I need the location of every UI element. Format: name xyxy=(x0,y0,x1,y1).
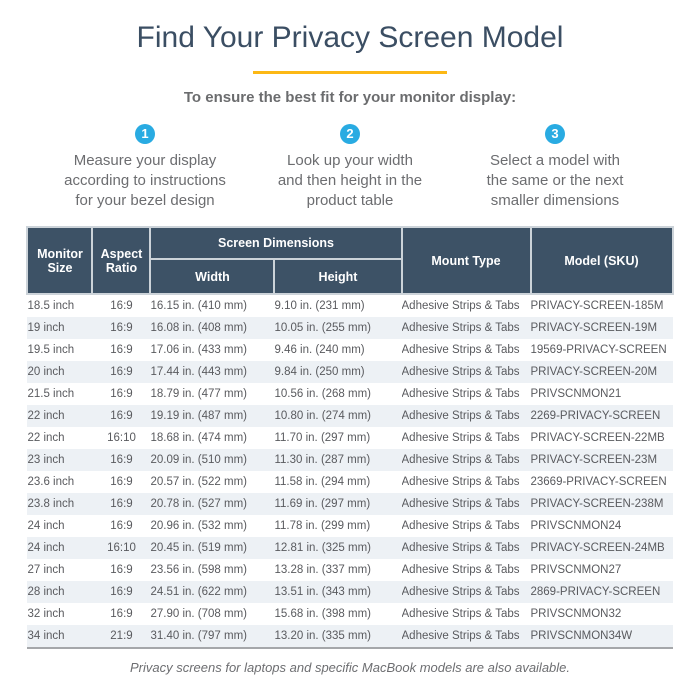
cell-ratio: 16:9 xyxy=(110,366,133,378)
table-row xyxy=(27,581,672,603)
step-1-text-line: Measure your display xyxy=(73,152,217,169)
cell-size: 18.5 inch xyxy=(27,300,75,312)
step-3-text-line: Select a model with xyxy=(489,152,621,169)
cell-model: PRIVACY-SCREEN-22MB xyxy=(530,432,665,444)
step-3-number-icon: 3 xyxy=(545,124,565,144)
cell-model: 2269-PRIVACY-SCREEN xyxy=(530,410,661,422)
table-row xyxy=(27,471,672,493)
table-row xyxy=(27,317,672,339)
table-row xyxy=(27,405,672,427)
cell-model: PRIVACY-SCREEN-185M xyxy=(530,300,664,312)
cell-width: 20.96 in. (532 mm) xyxy=(150,520,247,532)
cell-width: 17.06 in. (433 mm) xyxy=(150,344,247,356)
step-1-text-line: according to instructions xyxy=(64,172,226,189)
cell-model: PRIVACY-SCREEN-19M xyxy=(530,322,658,334)
cell-ratio: 16:9 xyxy=(110,300,133,312)
cell-model: PRIVACY-SCREEN-24MB xyxy=(530,542,665,554)
step-2-text-line: and then height in the xyxy=(277,172,423,189)
cell-model: 2869-PRIVACY-SCREEN xyxy=(530,586,661,598)
cell-mount: Adhesive Strips & Tabs xyxy=(401,410,520,422)
col-header-screen-dimensions: Screen Dimensions xyxy=(150,227,401,259)
cell-ratio: 16:9 xyxy=(110,476,133,488)
step-1-text-line: for your bezel design xyxy=(75,192,215,209)
cell-model: PRIVACY-SCREEN-23M xyxy=(530,454,658,466)
cell-width: 31.40 in. (797 mm) xyxy=(150,630,247,642)
table-row xyxy=(27,537,672,559)
cell-mount: Adhesive Strips & Tabs xyxy=(401,366,520,378)
step-3 xyxy=(453,124,658,211)
step-2 xyxy=(248,124,453,211)
cell-ratio: 16:9 xyxy=(110,586,133,598)
cell-width: 24.51 in. (622 mm) xyxy=(150,586,247,598)
cell-ratio: 16:9 xyxy=(110,564,133,576)
cell-height: 11.78 in. (299 mm) xyxy=(274,520,371,532)
cell-mount: Adhesive Strips & Tabs xyxy=(401,630,520,642)
col-header-model-sku: Model (SKU) xyxy=(531,227,673,294)
cell-size: 20 inch xyxy=(27,366,65,378)
cell-width: 17.44 in. (443 mm) xyxy=(150,366,247,378)
cell-ratio: 21:9 xyxy=(110,630,133,642)
table-row xyxy=(27,625,672,648)
cell-width: 16.15 in. (410 mm) xyxy=(150,300,247,312)
cell-model: PRIVSCNMON21 xyxy=(530,388,622,400)
table-row xyxy=(27,361,672,383)
cell-height: 15.68 in. (398 mm) xyxy=(274,608,371,620)
step-1 xyxy=(43,124,248,211)
cell-height: 10.05 in. (255 mm) xyxy=(274,322,371,334)
table-row xyxy=(27,603,672,625)
step-3-text-line: the same or the next xyxy=(486,172,624,189)
cell-size: 24 inch xyxy=(27,520,65,532)
cell-ratio: 16:9 xyxy=(110,454,133,466)
cell-size: 24 inch xyxy=(27,542,65,554)
cell-model: PRIVACY-SCREEN-20M xyxy=(530,366,658,378)
cell-size: 34 inch xyxy=(27,630,65,642)
cell-mount: Adhesive Strips & Tabs xyxy=(401,586,520,598)
table-header xyxy=(27,227,672,294)
subtitle: To ensure the best fit for your monitor display: xyxy=(183,89,517,106)
cell-width: 20.09 in. (510 mm) xyxy=(150,454,247,466)
steps-row xyxy=(0,124,700,211)
cell-size: 22 inch xyxy=(27,410,65,422)
cell-size: 32 inch xyxy=(27,608,65,620)
step-2-text-line: Look up your width xyxy=(287,152,413,169)
col-header-aspect-ratio: Aspect Ratio xyxy=(92,227,150,294)
cell-size: 22 inch xyxy=(27,432,65,444)
cell-ratio: 16:10 xyxy=(107,432,136,444)
cell-mount: Adhesive Strips & Tabs xyxy=(401,520,520,532)
table-row xyxy=(27,493,672,515)
cell-size: 23.6 inch xyxy=(27,476,75,488)
cell-mount: Adhesive Strips & Tabs xyxy=(401,300,520,312)
page-title: Find Your Privacy Screen Model xyxy=(136,21,564,54)
table-row xyxy=(27,427,672,449)
table-row xyxy=(27,449,672,471)
step-1-number-icon: 1 xyxy=(135,124,155,144)
cell-model: PRIVSCNMON34W xyxy=(530,630,633,642)
cell-mount: Adhesive Strips & Tabs xyxy=(401,608,520,620)
cell-size: 19 inch xyxy=(27,322,65,334)
cell-width: 18.68 in. (474 mm) xyxy=(150,432,247,444)
footer-note: Privacy screens for laptops and specific MacBook models are also available. xyxy=(129,660,571,675)
cell-size: 27 inch xyxy=(27,564,65,576)
privacy-screen-model-table xyxy=(26,226,673,649)
cell-ratio: 16:10 xyxy=(107,542,136,554)
cell-height: 9.10 in. (231 mm) xyxy=(274,300,365,312)
cell-size: 19.5 inch xyxy=(27,344,75,356)
cell-height: 10.56 in. (268 mm) xyxy=(274,388,371,400)
table-row xyxy=(27,339,672,361)
cell-mount: Adhesive Strips & Tabs xyxy=(401,322,520,334)
cell-width: 20.78 in. (527 mm) xyxy=(150,498,247,510)
cell-ratio: 16:9 xyxy=(110,498,133,510)
col-header-mount-type: Mount Type xyxy=(402,227,531,294)
col-header-monitor-size: Monitor Size xyxy=(27,227,92,294)
cell-height: 13.20 in. (335 mm) xyxy=(274,630,371,642)
cell-size: 21.5 inch xyxy=(27,388,75,400)
cell-ratio: 16:9 xyxy=(110,344,133,356)
cell-height: 13.28 in. (337 mm) xyxy=(274,564,371,576)
table-body xyxy=(27,294,672,648)
cell-mount: Adhesive Strips & Tabs xyxy=(401,432,520,444)
table-row xyxy=(27,294,672,317)
cell-model: PRIVSCNMON24 xyxy=(530,520,622,532)
cell-height: 11.70 in. (297 mm) xyxy=(274,432,371,444)
cell-ratio: 16:9 xyxy=(110,322,133,334)
cell-mount: Adhesive Strips & Tabs xyxy=(401,564,520,576)
cell-height: 12.81 in. (325 mm) xyxy=(274,542,371,554)
cell-width: 19.19 in. (487 mm) xyxy=(150,410,247,422)
cell-size: 23 inch xyxy=(27,454,65,466)
cell-height: 11.30 in. (287 mm) xyxy=(274,454,371,466)
cell-height: 13.51 in. (343 mm) xyxy=(274,586,371,598)
cell-model: 19569-PRIVACY-SCREEN xyxy=(530,344,667,356)
step-2-text-line: product table xyxy=(306,192,394,209)
cell-height: 11.58 in. (294 mm) xyxy=(274,476,371,488)
cell-mount: Adhesive Strips & Tabs xyxy=(401,542,520,554)
cell-height: 9.84 in. (250 mm) xyxy=(274,366,365,378)
cell-model: 23669-PRIVACY-SCREEN xyxy=(530,476,667,488)
table-row xyxy=(27,515,672,537)
cell-mount: Adhesive Strips & Tabs xyxy=(401,388,520,400)
cell-ratio: 16:9 xyxy=(110,608,133,620)
cell-height: 9.46 in. (240 mm) xyxy=(274,344,365,356)
cell-width: 27.90 in. (708 mm) xyxy=(150,608,247,620)
cell-mount: Adhesive Strips & Tabs xyxy=(401,454,520,466)
col-header-height: Height xyxy=(274,259,401,294)
title-underline xyxy=(253,71,447,74)
col-header-width: Width xyxy=(150,259,274,294)
table-row xyxy=(27,559,672,581)
cell-width: 18.79 in. (477 mm) xyxy=(150,388,247,400)
step-2-number-icon: 2 xyxy=(340,124,360,144)
cell-height: 11.69 in. (297 mm) xyxy=(274,498,371,510)
cell-width: 20.45 in. (519 mm) xyxy=(150,542,247,554)
cell-width: 23.56 in. (598 mm) xyxy=(150,564,247,576)
cell-model: PRIVSCNMON27 xyxy=(530,564,622,576)
cell-ratio: 16:9 xyxy=(110,410,133,422)
cell-mount: Adhesive Strips & Tabs xyxy=(401,476,520,488)
cell-width: 16.08 in. (408 mm) xyxy=(150,322,247,334)
cell-ratio: 16:9 xyxy=(110,388,133,400)
cell-mount: Adhesive Strips & Tabs xyxy=(401,498,520,510)
cell-height: 10.80 in. (274 mm) xyxy=(274,410,371,422)
cell-model: PRIVSCNMON32 xyxy=(530,608,622,620)
cell-size: 23.8 inch xyxy=(27,498,75,510)
cell-ratio: 16:9 xyxy=(110,520,133,532)
cell-width: 20.57 in. (522 mm) xyxy=(150,476,247,488)
table-row xyxy=(27,383,672,405)
step-3-text-line: smaller dimensions xyxy=(490,192,620,209)
cell-mount: Adhesive Strips & Tabs xyxy=(401,344,520,356)
cell-size: 28 inch xyxy=(27,586,65,598)
cell-model: PRIVACY-SCREEN-238M xyxy=(530,498,664,510)
